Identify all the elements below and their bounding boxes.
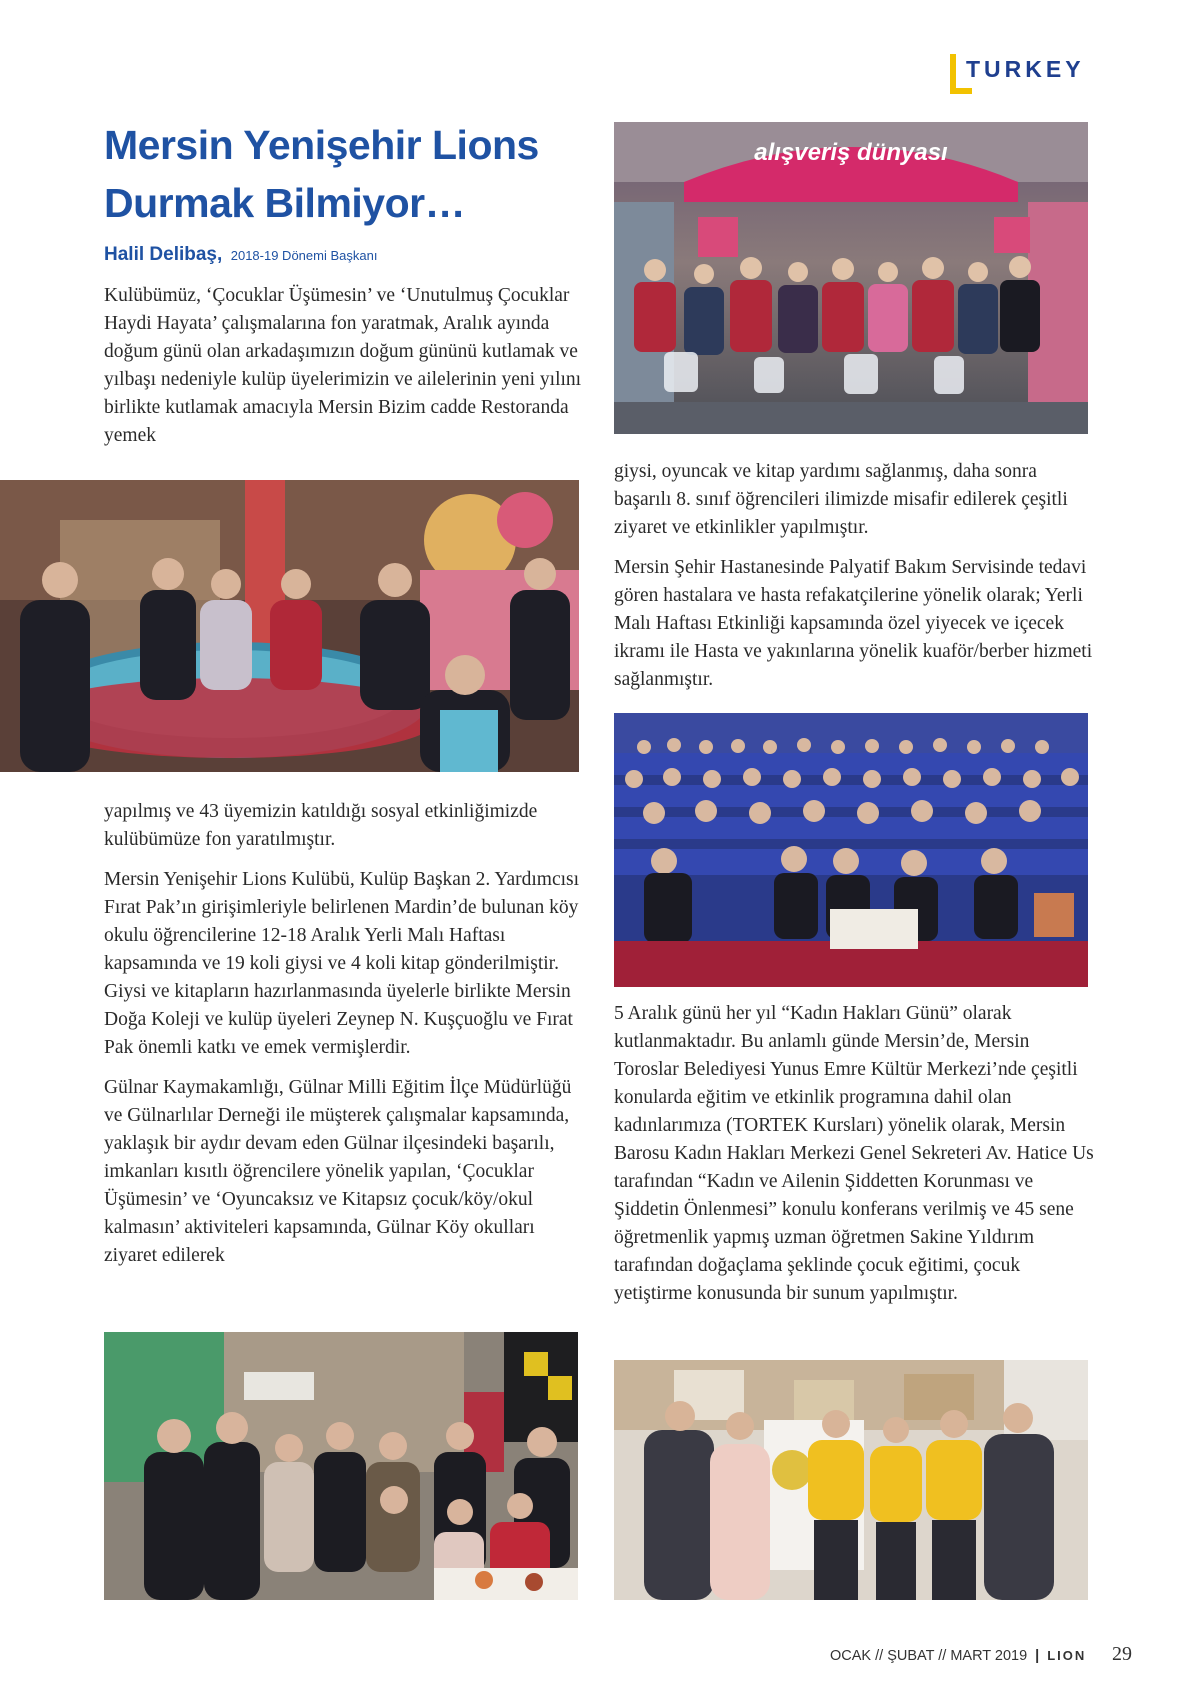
title-line-2: Durmak Bilmiyor… xyxy=(104,180,466,226)
body-left-column-bottom xyxy=(104,798,584,1282)
issue-date: OCAK // ŞUBAT // MART 2019 xyxy=(830,1648,1028,1664)
article-title xyxy=(104,116,574,232)
paragraph: Kulübümüz, ‘Çocuklar Üşümesin’ ve ‘Unutulmuş Çocuklar Haydi Hayata’ çalışmalarına fon yaratmak, Aralık ayında doğum günü olan arkadaşımızın doğum gününü kutlamak ve yılbaşı nedeniyle kulüp üyelerimizin ve ailelerinin yeni yılını birlikte kutlamak amacıyla Mersin Bizim cadde Restoranda yemek xyxy=(104,285,582,446)
store-sign-text: alışveriş dünyası xyxy=(754,139,948,166)
photo-children-arcade xyxy=(0,480,579,772)
author-role: 2018-19 Dönemi Başkanı xyxy=(230,248,378,263)
body-left-column-top xyxy=(104,282,584,462)
photo-children-toy-store xyxy=(614,122,1088,434)
paragraph: Mersin Şehir Hastanesinde Palyatif Bakım Servisinde tedavi gören hastalara ve hasta refakatçilerine yönelik olarak; Yerli Malı Haftası Etkinliği kapsamında özel yiyecek ve içecek ikramı ile Hasta ve yakınlarına yönelik kuaför/berber hizmeti sağlanmıştır. xyxy=(614,557,1093,690)
author-name: Halil Delibaş, xyxy=(104,244,223,265)
paragraph: 5 Aralık günü her yıl “Kadın Hakları Günü” olarak kutlanmaktadır. Bu anlamlı günde Mersin’de, Mersin Toroslar Belediyesi Yunus Emre Kültür Merkezi’nde çeşitli konularda eğitim ve etkinlik programına dahil olan kadınlarımıza (TORTEK Kursları) yönelik olarak, Mersin Barosu Kadın Hakları Merkezi Genel Sekreteri Av. Hatice Us tarafından “Kadın ve Ailenin Şiddetten Korunması ve Şiddetin Önlenmesi” konulu konferans verilmiş ve 45 sene öğretmenlik yapmış uzman öğretmen Sakine Yıldırım tarafından doğaçlama şeklinde çocuk eğitimi, çocuk yetiştirme konusunda bir sunum yapılmıştır. xyxy=(614,1003,1094,1304)
footer-divider: | xyxy=(1035,1648,1040,1664)
paragraph: Gülnar Kaymakamlığı, Gülnar Milli Eğitim İlçe Müdürlüğü ve Gülnarlılar Derneği ile müşterek çalışmalar kapsamında, yaklaşık bir aydır devam eden Gülnar ilçesindeki başarılı, imkanları kısıtlı öğrencilere yönelik yapılan, ‘Çocuklar Üşümesin’ ve ‘Oyuncaksız ve Kitapsız çocuk/köy/okul kalmasın’ aktiviteleri kapsamında, Gülnar Köy okulları ziyaret edilerek xyxy=(104,1077,572,1266)
photo-dinner-group xyxy=(104,1332,578,1600)
page-footer xyxy=(830,1648,1086,1664)
photo-conference-audience xyxy=(614,713,1088,987)
magazine-name: LION xyxy=(1047,1648,1087,1663)
body-right-column-top xyxy=(614,458,1094,706)
page-number: 29 xyxy=(1112,1643,1132,1665)
byline xyxy=(104,244,377,266)
section-label: TURKEY xyxy=(966,56,1085,82)
photo-donation-group xyxy=(614,1360,1088,1600)
paragraph: yapılmış ve 43 üyemizin katıldığı sosyal etkinliğimizde kulübümüze fon yaratılmıştır. xyxy=(104,801,538,850)
body-right-column-bottom xyxy=(614,1000,1094,1320)
paragraph: giysi, oyuncak ve kitap yardımı sağlanmış, daha sonra başarılı 8. sınıf öğrencileri ilimizde misafir edilerek çeşitli ziyaret ve etkinlikler yapılmıştır. xyxy=(614,461,1068,538)
paragraph: Mersin Yenişehir Lions Kulübü, Kulüp Başkan 2. Yardımcısı Fırat Pak’ın girişimleriyle belirlenen Mardin’de bulunan köy okulu öğrencilerine 12-18 Aralık Yerli Malı Haftası kapsamında ve 19 koli giysi ve 4 koli kitap gönderilmiştir. Giysi ve kitapların hazırlanmasında üyelerle birlikte Mersin Doğa Koleji ve kulüp üyeleri Zeynep N. Kuşçuoğlu ve Fırat Pak önemli katkı ve emek vermişlerdir. xyxy=(104,869,580,1058)
title-line-1: Mersin Yenişehir Lions xyxy=(104,122,539,168)
